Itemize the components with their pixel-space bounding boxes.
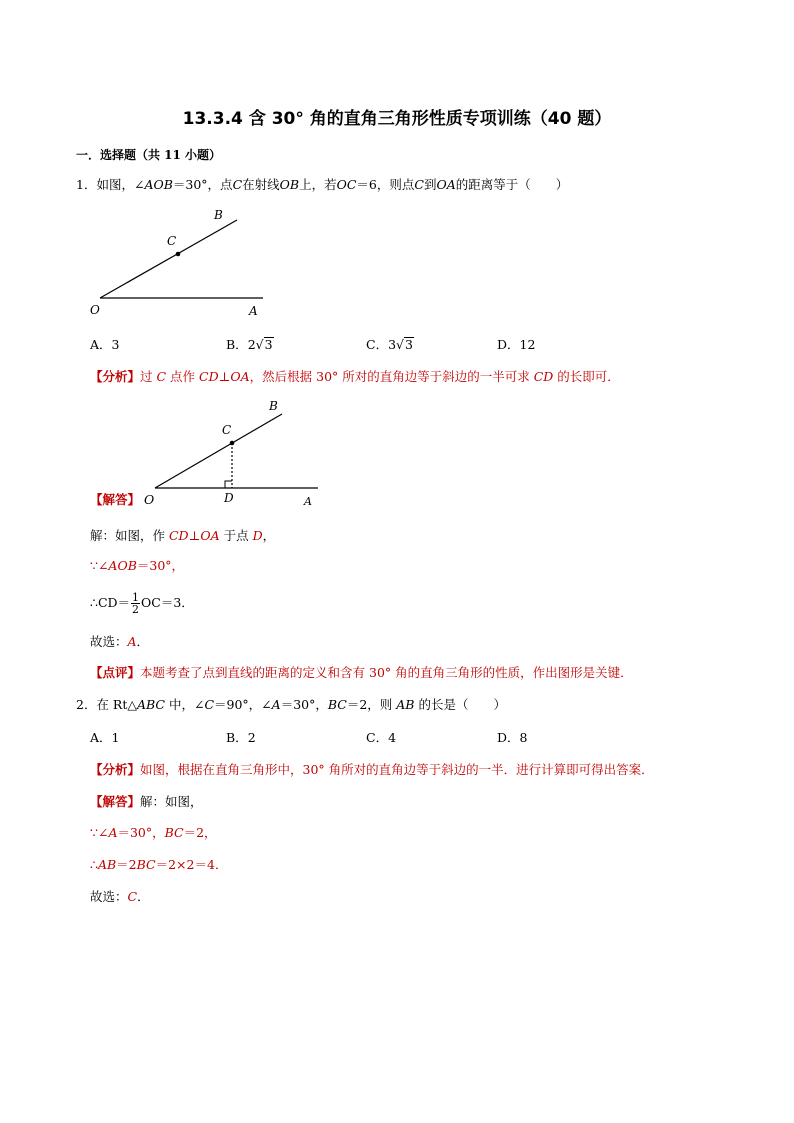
q2-solution-line4	[90, 889, 150, 905]
sol-math: C	[127, 889, 138, 904]
q1-stem-text: ＝6，则点	[356, 177, 415, 192]
analysis-text: 的长即可．	[553, 369, 620, 384]
sol-text: ＝2，	[183, 825, 217, 840]
q1-stem-math: C	[414, 177, 424, 192]
q1-stem-math: C	[232, 177, 243, 192]
comment-tag: 【点评】	[90, 665, 141, 680]
analysis-math: CD	[533, 369, 554, 384]
sol-text: 解：如图，	[140, 794, 203, 809]
sol-text: 故选：	[90, 634, 128, 649]
q2-answer-line1	[90, 794, 203, 810]
section-heading: 一．选择题（共 11 小题）	[76, 148, 222, 162]
q2-stem	[76, 697, 506, 713]
sol-math: AB	[97, 857, 117, 872]
sol-text: ＝2×2＝4．	[155, 857, 228, 872]
option-value: 3	[111, 337, 120, 352]
analysis-text: 过	[140, 369, 157, 384]
q1-stem-text: 在射线	[242, 177, 280, 192]
sol-math: CD⊥OA	[168, 528, 220, 543]
sol-text: ＝2	[116, 857, 137, 872]
sol-math: A	[108, 825, 118, 840]
label-b: B	[214, 208, 223, 222]
sol-math: BC	[164, 825, 184, 840]
q2-stem-text: ＝30°，	[280, 697, 328, 712]
sol-math: BC	[136, 857, 156, 872]
label-c: C	[167, 234, 177, 248]
fraction-numerator: 1	[132, 591, 140, 604]
q1-option-d[interactable]	[497, 337, 535, 353]
sol-text: 于点	[219, 528, 253, 543]
sol-text: 故选：	[90, 889, 128, 904]
q2-number: 2．	[76, 697, 97, 712]
sol-text: ，	[262, 528, 276, 543]
label-a: A	[249, 304, 258, 318]
sol-math: ∠AOB	[97, 558, 137, 573]
q1-figure	[0, 0, 794, 330]
q1-answer-tag: 【解答】	[90, 492, 141, 507]
q2-solution-line2	[90, 825, 217, 841]
answer-tag: 【解答】	[90, 794, 141, 809]
q1-stem-text: ＝30°，点	[172, 177, 233, 192]
label-o: O	[144, 492, 155, 507]
right-angle-mark	[225, 481, 232, 488]
option-coef: 3	[388, 337, 397, 352]
comment-text: 本题考查了点到直线的距离的定义和含有 30° 角的直角三角形的性质，作出图形是关键．	[140, 665, 633, 680]
sol-text: ＝30°，	[136, 558, 185, 573]
analysis-math: C	[156, 369, 167, 384]
sol-math: A	[127, 634, 137, 649]
option-value: 12	[519, 337, 536, 352]
q2-option-c[interactable]	[366, 730, 396, 746]
option-value: 2	[247, 730, 256, 745]
q1-option-b[interactable]: B．2√3	[226, 337, 273, 352]
page-title: 13.3.4 含 30° 角的直角三角形性质专项训练（40 题）	[182, 109, 612, 129]
q2-stem-text: ＝2，则	[346, 697, 397, 712]
point-c	[230, 441, 235, 446]
option-letter: A．	[90, 337, 112, 352]
option-value: 8	[519, 730, 528, 745]
q1-stem-math: OA	[436, 177, 456, 192]
analysis-tag: 【分析】	[90, 762, 141, 777]
option-letter: B．	[226, 337, 248, 352]
option-letter: D．	[497, 730, 520, 745]
q1-stem-math: OC	[336, 177, 357, 192]
option-letter: A．	[90, 730, 112, 745]
analysis-text: 点作	[166, 369, 200, 384]
option-coef: 2	[247, 337, 256, 352]
q1-solution-line4	[90, 634, 149, 650]
q1-stem-text: 到	[423, 177, 437, 192]
option-radicand: 3	[405, 337, 413, 352]
sol-math: D	[252, 528, 263, 543]
q2-stem-math: BC	[327, 697, 347, 712]
q2-stem-text: 在 Rt△	[96, 697, 137, 712]
q2-stem-math: ABC	[136, 697, 165, 712]
sol-text: 解：如图，作	[90, 528, 169, 543]
q1-solution-line3	[90, 592, 194, 615]
q1-comment	[90, 665, 633, 681]
sol-text: ．	[137, 889, 150, 904]
analysis-text: 如图，根据在直角三角形中，30° 角所对的直角边等于斜边的一半．进行计算即可得出答案．	[140, 762, 654, 777]
fraction-denominator: 2	[132, 603, 140, 616]
label-a: A	[304, 495, 312, 508]
option-value: 4	[388, 730, 397, 745]
option-letter: D．	[497, 337, 520, 352]
sol-text: OC＝3．	[141, 595, 194, 610]
label-c: C	[222, 423, 232, 437]
analysis-math: CD⊥OA	[199, 369, 250, 384]
q2-stem-text: 中，∠	[165, 697, 205, 712]
option-radicand: 3	[264, 337, 273, 352]
sol-text: ∵	[90, 558, 98, 573]
q1-solution-line1	[90, 528, 275, 544]
q2-option-b[interactable]	[226, 730, 256, 746]
ray-ob	[155, 414, 282, 488]
label-o: O	[90, 303, 100, 317]
label-b: B	[269, 399, 278, 413]
q2-analysis	[90, 762, 654, 778]
q1-option-a[interactable]	[90, 337, 119, 353]
sol-text: ∴CD＝	[90, 595, 131, 610]
q2-stem-text: ＝90°，∠	[214, 697, 272, 712]
q2-stem-text: 的长是（ ）	[414, 697, 506, 712]
q1-stem-text: 的距离等于（ ）	[455, 177, 569, 192]
q2-option-a[interactable]	[90, 730, 119, 746]
sol-text: ．	[136, 634, 150, 649]
analysis-tag: 【分析】	[90, 369, 141, 384]
label-d: D	[224, 491, 234, 505]
point-c	[176, 252, 181, 257]
q1-stem-math: OB	[279, 177, 300, 192]
ray-ob	[100, 220, 237, 298]
option-letter: C．	[366, 730, 389, 745]
sol-text: ∵∠	[90, 825, 109, 840]
sol-text: ∴	[90, 857, 98, 872]
q2-stem-math: C	[204, 697, 215, 712]
sol-text: ＝30°，	[117, 825, 165, 840]
q1-stem-text: 如图，	[96, 177, 134, 192]
option-letter: B．	[226, 730, 248, 745]
option-letter: C．	[366, 337, 389, 352]
q2-stem-math: AB	[396, 697, 415, 712]
q2-stem-math: A	[271, 697, 281, 712]
q2-solution-line3	[90, 857, 227, 873]
q1-number: 1．	[76, 177, 97, 192]
q1-option-c[interactable]: C．3√3	[366, 337, 413, 352]
q1-analysis	[90, 369, 620, 385]
q1-stem-math: ∠AOB	[133, 177, 173, 192]
q2-option-d[interactable]	[497, 730, 527, 746]
fraction	[131, 592, 140, 615]
q1-stem-text: 上，若	[299, 177, 337, 192]
option-value: 1	[111, 730, 120, 745]
q1-solution-line2	[90, 558, 184, 574]
analysis-text: ，然后根据 30° 所对的直角边等于斜边的一半可求	[249, 369, 534, 384]
